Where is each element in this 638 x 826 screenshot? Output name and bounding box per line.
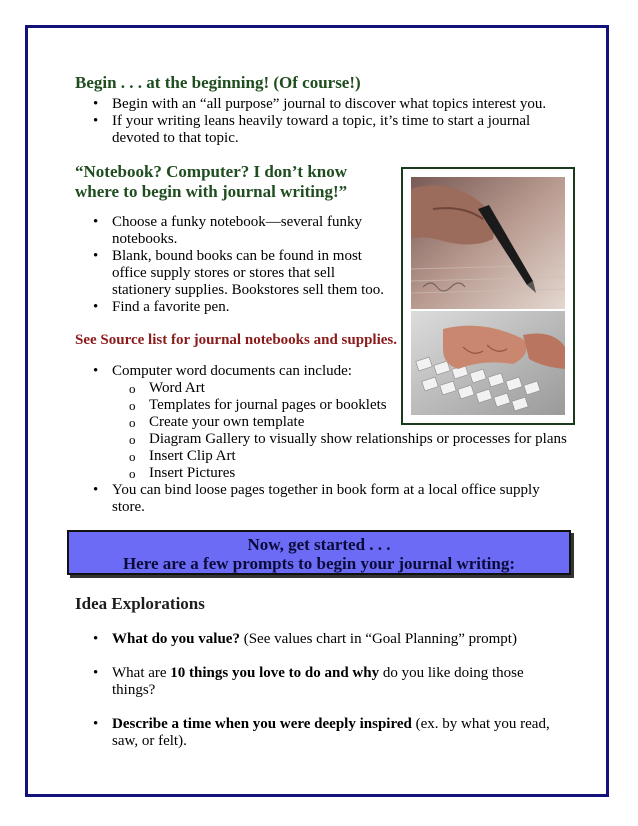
list-item: • If your writing leans heavily toward a topic, it’s time to start a journal devoted to that topic. [75, 113, 555, 147]
sub-list-item: o Create your own template [112, 414, 575, 431]
sub-list-item: o Word Art [112, 380, 575, 397]
list-item: • You can bind loose pages together in book form at a local office supply store. [75, 482, 575, 516]
section-heading-notebook: “Notebook? Computer? I don’t know where to begin with journal writing!” [75, 162, 348, 201]
sub-list-item: o Diagram Gallery to visually show relationships or processes for plans [112, 431, 575, 448]
list-item: • What are 10 things you love to do and why do you like doing those things? [75, 665, 570, 699]
list-item: • Computer word documents can include: o Word Art o Templates for journal pages or booklets o Create your own template o Diagram Gallery to visually show relationships or processes for plans o Insert Clip Art o Insert Pictures [75, 363, 575, 482]
photo-panel [401, 167, 575, 425]
list-item: • Blank, bound books can be found in most office supply stores or stores that sell stationery supplies. Bookstores sell them too. [75, 248, 395, 299]
sub-list-item: o Templates for journal pages or booklets [112, 397, 575, 414]
list-item: • Describe a time when you were deeply inspired (ex. by what you read, saw, or felt). [75, 716, 570, 750]
writing-hand-pen-icon [403, 169, 573, 423]
section-heading-beginning: Begin . . . at the beginning! (Of course!) [75, 73, 361, 92]
source-list-note: See Source list for journal notebooks and supplies. [75, 332, 397, 348]
list-item: • Find a favorite pen. [75, 299, 395, 316]
notebook-list [75, 214, 395, 316]
beginning-list [75, 96, 555, 147]
list-item: • Choose a funky notebook—several funky notebooks. [75, 214, 395, 248]
sub-list-item: o Insert Clip Art [112, 448, 575, 465]
list-item: • Begin with an “all purpose” journal to discover what topics interest you. [75, 96, 555, 113]
list-item: • What do you value? (See values chart in “Goal Planning” prompt) [75, 631, 570, 648]
idea-explorations-heading: Idea Explorations [75, 594, 205, 613]
get-started-banner: Now, get started . . . Here are a few prompts to begin your journal writing: [67, 530, 571, 575]
sub-list-item: o Insert Pictures [112, 465, 575, 482]
idea-list [75, 631, 570, 750]
